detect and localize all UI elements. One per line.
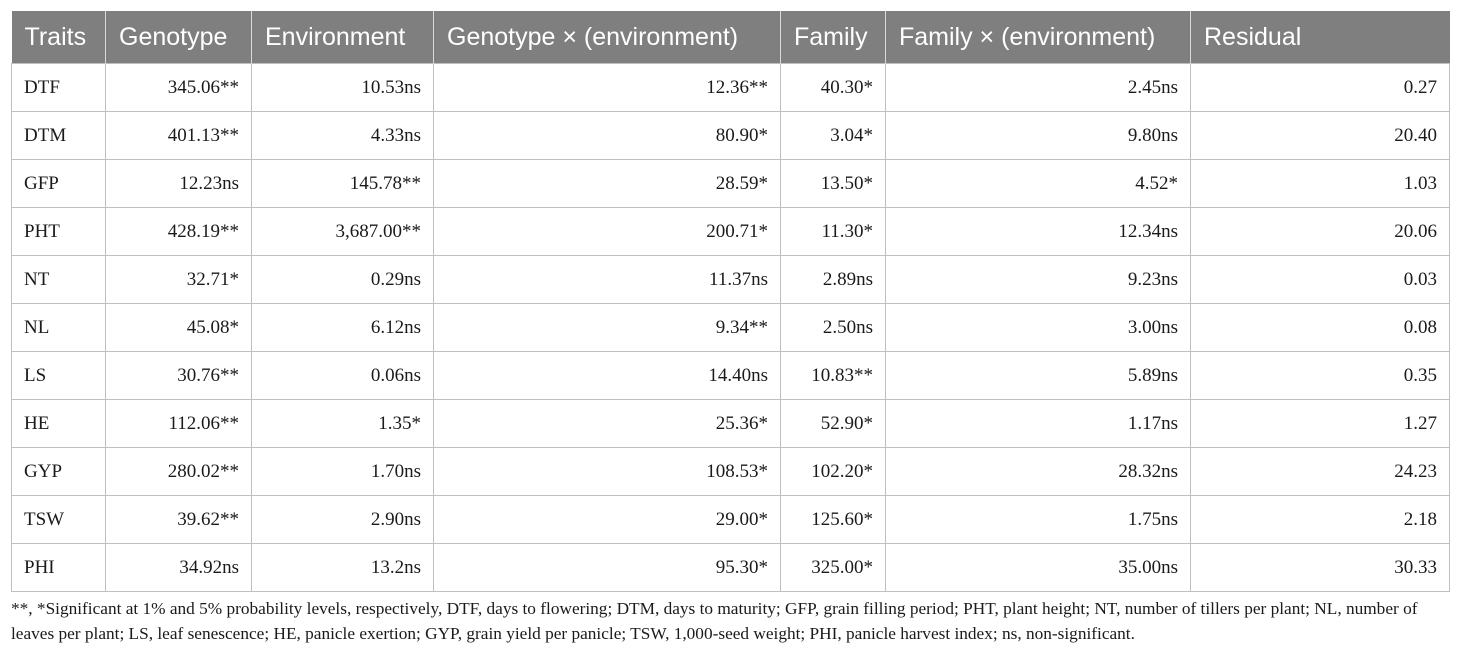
genotype-x-environment-cell: 11.37ns (434, 256, 781, 304)
trait-cell: PHI (12, 544, 106, 592)
trait-cell: HE (12, 400, 106, 448)
family-x-environment-cell: 4.52* (886, 160, 1191, 208)
family-cell: 52.90* (781, 400, 886, 448)
genotype-cell: 401.13** (106, 112, 252, 160)
family-cell: 11.30* (781, 208, 886, 256)
header-family: Family (781, 11, 886, 64)
header-environment: Environment (252, 11, 434, 64)
table-row (12, 352, 1450, 400)
trait-cell: NT (12, 256, 106, 304)
genotype-cell: 39.62** (106, 496, 252, 544)
environment-cell: 6.12ns (252, 304, 434, 352)
family-cell: 3.04* (781, 112, 886, 160)
residual-cell: 0.03 (1191, 256, 1450, 304)
residual-cell: 2.18 (1191, 496, 1450, 544)
environment-cell: 13.2ns (252, 544, 434, 592)
trait-cell: DTF (12, 64, 106, 112)
genotype-cell: 34.92ns (106, 544, 252, 592)
environment-cell: 10.53ns (252, 64, 434, 112)
environment-cell: 0.29ns (252, 256, 434, 304)
family-x-environment-cell: 1.75ns (886, 496, 1191, 544)
table-header-row (12, 11, 1450, 64)
trait-cell: LS (12, 352, 106, 400)
genotype-x-environment-cell: 14.40ns (434, 352, 781, 400)
family-x-environment-cell: 9.80ns (886, 112, 1191, 160)
trait-cell: GYP (12, 448, 106, 496)
genotype-cell: 112.06** (106, 400, 252, 448)
family-x-environment-cell: 12.34ns (886, 208, 1191, 256)
header-genotype-x-environment: Genotype × (environment) (434, 11, 781, 64)
genotype-cell: 12.23ns (106, 160, 252, 208)
family-x-environment-cell: 35.00ns (886, 544, 1191, 592)
genotype-cell: 45.08* (106, 304, 252, 352)
genotype-x-environment-cell: 200.71* (434, 208, 781, 256)
genotype-x-environment-cell: 25.36* (434, 400, 781, 448)
environment-cell: 3,687.00** (252, 208, 434, 256)
genotype-x-environment-cell: 95.30* (434, 544, 781, 592)
table-row (12, 400, 1450, 448)
trait-cell: PHT (12, 208, 106, 256)
family-x-environment-cell: 9.23ns (886, 256, 1191, 304)
environment-cell: 4.33ns (252, 112, 434, 160)
family-x-environment-cell: 1.17ns (886, 400, 1191, 448)
residual-cell: 20.40 (1191, 112, 1450, 160)
environment-cell: 2.90ns (252, 496, 434, 544)
environment-cell: 1.70ns (252, 448, 434, 496)
family-cell: 13.50* (781, 160, 886, 208)
trait-cell: TSW (12, 496, 106, 544)
trait-cell: NL (12, 304, 106, 352)
genotype-cell: 280.02** (106, 448, 252, 496)
family-x-environment-cell: 2.45ns (886, 64, 1191, 112)
genotype-x-environment-cell: 29.00* (434, 496, 781, 544)
anova-table-container (11, 11, 1449, 592)
family-cell: 40.30* (781, 64, 886, 112)
family-cell: 10.83** (781, 352, 886, 400)
family-cell: 125.60* (781, 496, 886, 544)
anova-table (11, 11, 1450, 592)
family-cell: 102.20* (781, 448, 886, 496)
header-genotype: Genotype (106, 11, 252, 64)
environment-cell: 1.35* (252, 400, 434, 448)
genotype-x-environment-cell: 108.53* (434, 448, 781, 496)
table-footnote: **, *Significant at 1% and 5% probability levels, respectively, DTF, days to flowering; DTM, days to maturity; GFP, grain filling period; PHT, plant height; NT, number of tillers per plant; NL, number of leaves per plant; LS, leaf senescence; HE, panicle exertion; GYP, grain yield per panicle; TSW, 1,000-seed weight; PHI, panicle harvest index; ns, non-significant. (11, 599, 1418, 643)
genotype-cell: 30.76** (106, 352, 252, 400)
environment-cell: 145.78** (252, 160, 434, 208)
table-row (12, 304, 1450, 352)
family-x-environment-cell: 28.32ns (886, 448, 1191, 496)
residual-cell: 0.08 (1191, 304, 1450, 352)
table-row (12, 544, 1450, 592)
header-family-x-environment: Family × (environment) (886, 11, 1191, 64)
header-residual: Residual (1191, 11, 1450, 64)
family-x-environment-cell: 3.00ns (886, 304, 1191, 352)
trait-cell: GFP (12, 160, 106, 208)
family-cell: 2.89ns (781, 256, 886, 304)
residual-cell: 0.35 (1191, 352, 1450, 400)
family-x-environment-cell: 5.89ns (886, 352, 1191, 400)
table-row (12, 64, 1450, 112)
residual-cell: 24.23 (1191, 448, 1450, 496)
table-row (12, 448, 1450, 496)
table-row (12, 112, 1450, 160)
genotype-cell: 428.19** (106, 208, 252, 256)
residual-cell: 20.06 (1191, 208, 1450, 256)
residual-cell: 1.03 (1191, 160, 1450, 208)
family-cell: 2.50ns (781, 304, 886, 352)
genotype-x-environment-cell: 9.34** (434, 304, 781, 352)
residual-cell: 0.27 (1191, 64, 1450, 112)
genotype-x-environment-cell: 12.36** (434, 64, 781, 112)
family-cell: 325.00* (781, 544, 886, 592)
table-row (12, 208, 1450, 256)
genotype-cell: 32.71* (106, 256, 252, 304)
header-traits: Traits (12, 11, 106, 64)
genotype-x-environment-cell: 28.59* (434, 160, 781, 208)
residual-cell: 30.33 (1191, 544, 1450, 592)
table-row (12, 256, 1450, 304)
table-row (12, 496, 1450, 544)
genotype-cell: 345.06** (106, 64, 252, 112)
residual-cell: 1.27 (1191, 400, 1450, 448)
genotype-x-environment-cell: 80.90* (434, 112, 781, 160)
table-body (12, 64, 1450, 592)
trait-cell: DTM (12, 112, 106, 160)
table-row (12, 160, 1450, 208)
environment-cell: 0.06ns (252, 352, 434, 400)
